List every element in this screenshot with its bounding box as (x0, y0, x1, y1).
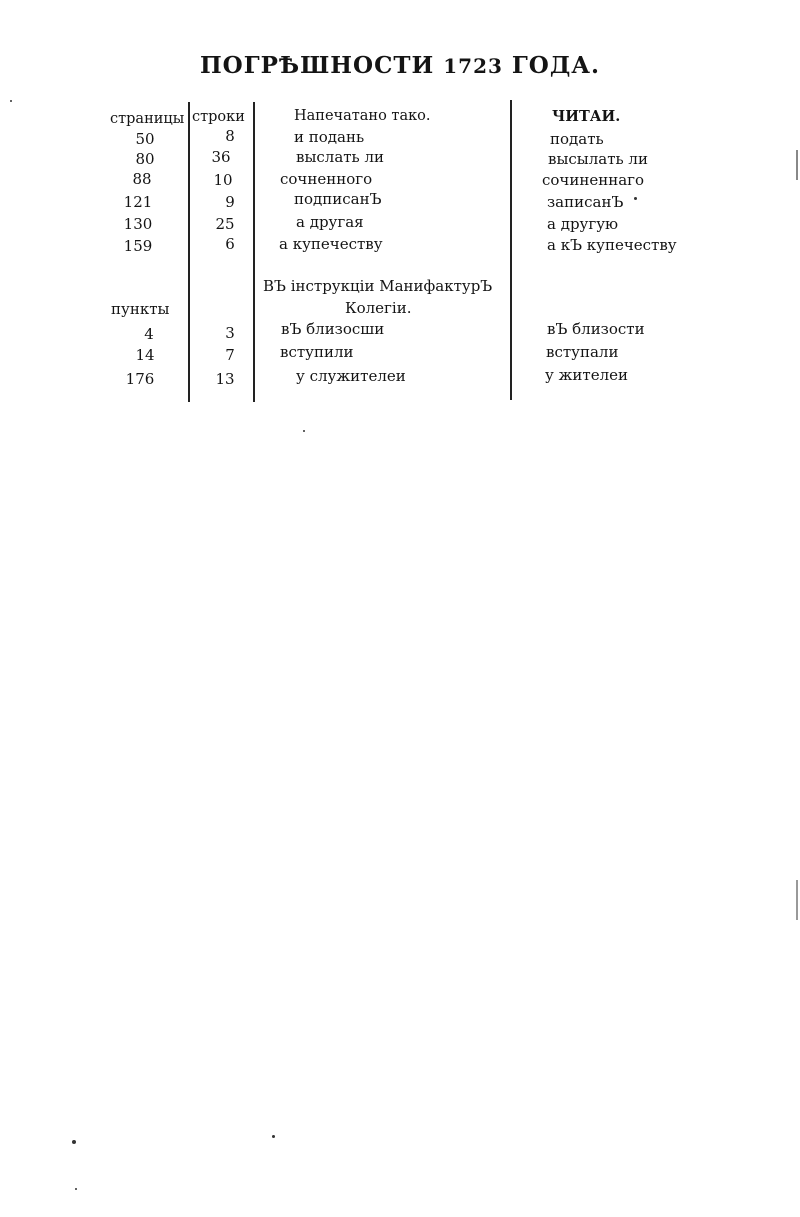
row-page: 88 (132, 170, 152, 188)
scan-speck (72, 1140, 76, 1144)
row-printed: подписанЪ (294, 190, 382, 208)
scan-speck (75, 1188, 77, 1190)
row-printed: а купечеству (279, 235, 383, 253)
row-read: записанЪ (547, 193, 624, 211)
row-line: 36 (211, 148, 231, 166)
point-read: вЪ близости (547, 320, 645, 338)
section-heading: ВЪ інструкціи МанифактурЪ (263, 277, 493, 295)
header-read: ЧИТАИ. (552, 108, 621, 125)
point-printed: вЪ близосши (281, 320, 385, 338)
row-line: 9 (225, 193, 235, 211)
column-rule-1 (188, 102, 190, 402)
title-word-year: ГОДА. (511, 52, 601, 79)
row-read: высылать ли (548, 150, 648, 168)
point-number: 4 (144, 325, 154, 343)
point-number: 14 (135, 346, 155, 364)
section-heading-cont: Колегіи. (345, 299, 412, 317)
row-read: а кЪ купечеству (547, 236, 677, 254)
header-pages: страницы (110, 111, 185, 127)
point-read: вступали (546, 343, 619, 361)
row-page: 121 (123, 193, 153, 211)
point-line: 3 (225, 324, 235, 342)
row-page: 80 (135, 150, 155, 168)
row-line: 6 (225, 235, 235, 253)
point-number: 176 (125, 370, 155, 388)
scan-speck (796, 150, 798, 180)
row-line: 25 (215, 215, 235, 233)
header-lines: строки (192, 109, 245, 125)
row-read: а другую (547, 215, 619, 233)
row-printed: сочненного (280, 170, 373, 188)
scan-speck (272, 1135, 275, 1138)
row-printed: а другая (296, 213, 364, 231)
point-printed: у служителеи (296, 367, 406, 385)
row-printed: и подань (294, 128, 365, 146)
title-year: 1723 (443, 54, 503, 78)
section-label: пункты (111, 300, 170, 318)
scan-speck (10, 100, 12, 102)
point-read: у жителеи (545, 366, 628, 384)
row-line: 10 (213, 171, 233, 189)
scan-speck (303, 430, 305, 432)
row-read: подать (550, 130, 604, 148)
row-line: 8 (225, 127, 235, 145)
point-line: 13 (215, 370, 235, 388)
header-printed: Напечатано тако. (294, 108, 431, 124)
row-read: сочиненнаго (542, 171, 645, 189)
page-title (0, 52, 800, 79)
column-rule-3 (510, 100, 512, 400)
row-page: 50 (135, 130, 155, 148)
point-printed: вступили (280, 343, 354, 361)
title-word: ПОГРѢШНОСТИ (199, 52, 435, 79)
row-page: 159 (123, 237, 153, 255)
point-line: 7 (225, 346, 235, 364)
row-printed: выслать ли (296, 148, 385, 166)
row-page: 130 (123, 215, 153, 233)
scan-speck (634, 197, 637, 200)
scan-speck (796, 880, 798, 920)
